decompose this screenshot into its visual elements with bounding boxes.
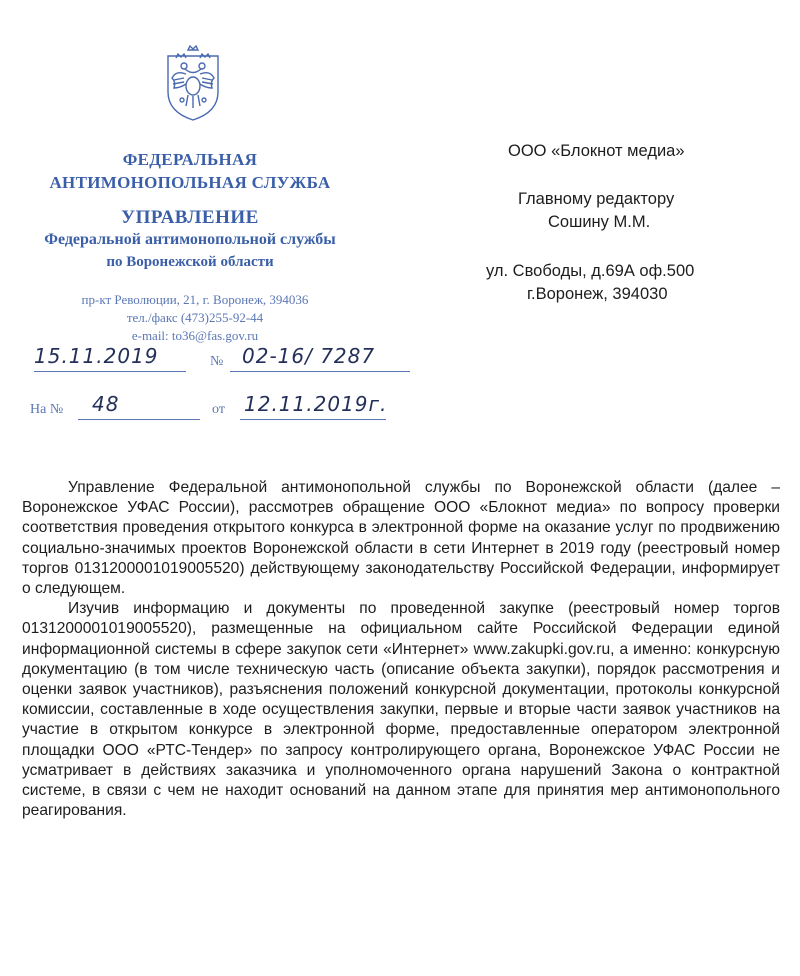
outgoing-date: 15.11.2019 <box>34 344 159 368</box>
incoming-number: 48 <box>92 392 120 416</box>
department-title: УПРАВЛЕНИЕ <box>121 207 259 228</box>
incoming-number-label: На № <box>30 402 64 417</box>
department-subtitle-line1: Федеральной антимонопольной службы <box>44 231 336 248</box>
agency-phone: тел./факс (473)255-92-44 <box>126 310 264 325</box>
incoming-date-underline <box>240 418 386 420</box>
outgoing-number-underline <box>230 370 410 372</box>
incoming-date-label: от <box>212 402 225 417</box>
body-paragraph-1: Управление Федеральной антимонопольной службы по Воронежской области (далее – Воронежское УФАС России), рассмотрев обращение ООО «Блокнот медиа» по вопросу проверки соответствия проведения открытого конкурса в электронной форме на оказание услуг по продвижению социально-значимых проектов Воронежской области в сети Интернет в 2019 году (реестровый номер торгов 0131200001019005520) действующему законодательству Российской Федерации, информирует о следующем. <box>22 479 780 598</box>
agency-email: e-mail: to36@fas.gov.ru <box>131 328 259 343</box>
incoming-number-underline <box>78 418 200 420</box>
letter-body <box>22 478 780 821</box>
agency-name-line1: ФЕДЕРАЛЬНАЯ <box>122 150 258 169</box>
recipient-name: Сошину М.М. <box>548 213 651 231</box>
agency-name-line2: АНТИМОНОПОЛЬНАЯ СЛУЖБА <box>49 173 331 192</box>
agency-address: пр-кт Революции, 21, г. Воронеж, 394036 <box>81 292 309 307</box>
department-subtitle-line2: по Воронежской области <box>106 254 274 270</box>
recipient-position: Главному редактору <box>518 190 675 208</box>
outgoing-number-label: № <box>210 354 224 369</box>
outgoing-date-underline <box>34 370 186 372</box>
recipient-address-street: ул. Свободы, д.69А оф.500 <box>486 262 695 280</box>
recipient-address-city: г.Воронеж, 394030 <box>527 285 668 303</box>
body-paragraph-2: Изучив информацию и документы по проведенной закупке (реестровый номер торгов 0131200001019005520), размещенные на официальном сайте Российской Федерации единой информационной системы в сфере закупок сети «Интернет» www.zakupki.gov.ru, а именно: конкурсную документацию (в том числе техническую часть (описание объекта закупки), порядок рассмотрения и оценки заявок участников), разъяснения положений конкурсной документации, протоколы конкурсной комиссии, составленные в ходе осуществления закупки, первые и вторые части заявок участников на участие в открытом конкурсе в электронной форме, предоставленные оператором электронной площадки ООО «РТС-Тендер» по запросу контролирующего органа, Воронежское УФАС России не усматривает в действиях заказчика и уполномоченного органа нарушений Закона о контрактной системе, в связи с чем не находит оснований на данном этапе для принятия мер антимонопольного реагирования. <box>22 600 780 820</box>
outgoing-number: 02-16/ 7287 <box>242 344 376 368</box>
recipient-org: ООО «Блокнот медиа» <box>508 142 685 160</box>
incoming-date: 12.11.2019г. <box>244 392 388 416</box>
coat-of-arms-icon <box>160 44 226 124</box>
